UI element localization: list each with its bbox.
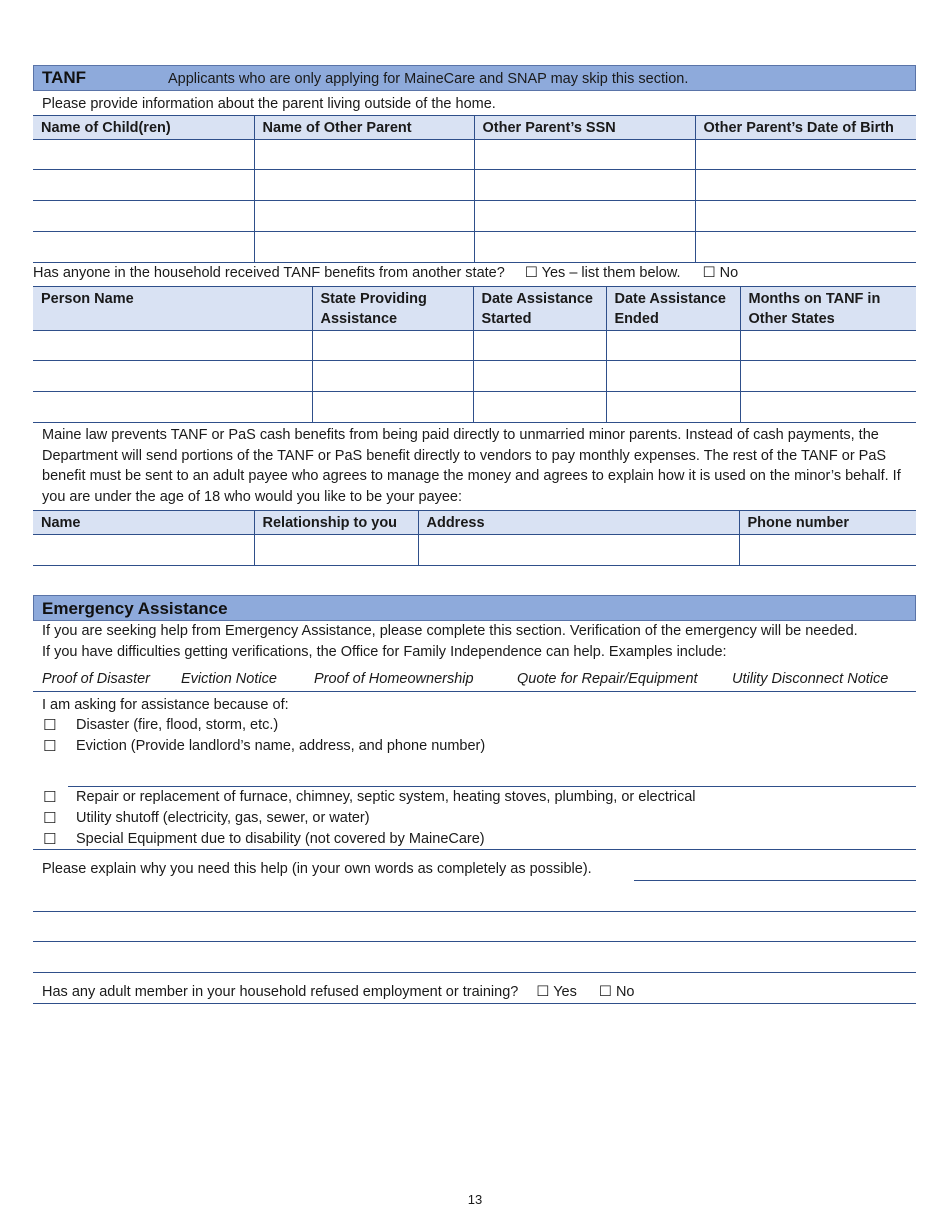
table-cell[interactable] <box>739 535 916 566</box>
table-header-row <box>33 287 916 331</box>
table-cell[interactable] <box>254 170 474 201</box>
table-cell[interactable] <box>254 232 474 263</box>
table-cell[interactable] <box>33 331 312 361</box>
example-eviction-notice: Eviction Notice <box>181 671 277 687</box>
other-state-question-line <box>33 265 738 281</box>
no-label: No <box>719 265 739 281</box>
table-cell[interactable] <box>474 170 695 201</box>
table-cell[interactable] <box>33 170 254 201</box>
option-eviction: Eviction (Provide landlord’s name, address, and phone number) <box>76 738 486 754</box>
table-cell[interactable] <box>254 140 474 170</box>
col-header-date-ended: Date Assistance Ended <box>606 287 740 331</box>
disaster-checkbox[interactable]: ☐ <box>43 717 57 734</box>
table-cell[interactable] <box>695 170 916 201</box>
other-state-question: Has anyone in the household received TANF benefits from another state? <box>33 265 505 281</box>
table-cell[interactable] <box>418 535 739 566</box>
table-cell[interactable] <box>33 535 254 566</box>
payee-table <box>33 510 916 566</box>
option-special-equipment: Special Equipment due to disability (not covered by MaineCare) <box>76 831 485 847</box>
tanf-title: TANF <box>42 68 87 87</box>
refused-yes-label: Yes <box>553 984 577 1000</box>
utility-checkbox[interactable]: ☐ <box>43 810 57 827</box>
option-repair: Repair or replacement of furnace, chimney, septic system, heating stoves, plumbing, or electrical <box>76 789 696 805</box>
table-cell[interactable] <box>33 201 254 232</box>
refused-question: Has any adult member in your household refused employment or training? <box>42 984 519 1000</box>
example-quote-repair: Quote for Repair/Equipment <box>517 671 698 687</box>
explain-line-3[interactable] <box>33 941 916 942</box>
col-header-address: Address <box>418 511 739 535</box>
other-state-table <box>33 286 916 423</box>
table-cell[interactable] <box>740 392 916 423</box>
explain-line-4[interactable] <box>33 972 916 973</box>
explain-line-1[interactable] <box>634 880 916 881</box>
col-header-other-parent-name: Name of Other Parent <box>254 116 474 140</box>
equipment-checkbox[interactable]: ☐ <box>43 831 57 848</box>
table-cell[interactable] <box>33 361 312 392</box>
table-cell[interactable] <box>254 535 418 566</box>
table-cell[interactable] <box>606 331 740 361</box>
tanf-section-header <box>33 65 916 91</box>
col-header-other-parent-dob: Other Parent’s Date of Birth <box>695 116 916 140</box>
table-row <box>33 170 916 201</box>
yes-label: Yes – list them below. <box>541 265 681 281</box>
table-cell[interactable] <box>695 232 916 263</box>
col-header-months: Months on TANF in Other States <box>740 287 916 331</box>
col-header-payee-name: Name <box>33 511 254 535</box>
emergency-intro-line-2: If you have difficulties getting verifications, the Office for Family Independence can help. Examples include: <box>42 644 727 660</box>
table-cell[interactable] <box>474 232 695 263</box>
table-cell[interactable] <box>33 140 254 170</box>
table-cell[interactable] <box>474 140 695 170</box>
col-header-phone: Phone number <box>739 511 916 535</box>
other-parent-table <box>33 115 916 263</box>
tanf-skip-note: Applicants who are only applying for MaineCare and SNAP may skip this section. <box>168 71 689 87</box>
example-utility-disconnect: Utility Disconnect Notice <box>732 671 889 687</box>
yes-checkbox[interactable]: ☐ <box>524 265 538 281</box>
table-row <box>33 331 916 361</box>
table-cell[interactable] <box>312 361 473 392</box>
divider <box>33 691 916 692</box>
refused-employment-line <box>42 984 634 1000</box>
explain-line-2[interactable] <box>33 911 916 912</box>
table-cell[interactable] <box>740 361 916 392</box>
emergency-section-header <box>33 595 916 621</box>
col-header-other-parent-ssn: Other Parent’s SSN <box>474 116 695 140</box>
example-proof-of-disaster: Proof of Disaster <box>42 671 150 687</box>
emergency-title: Emergency Assistance <box>42 599 228 618</box>
table-header-row <box>33 511 916 535</box>
table-cell[interactable] <box>254 201 474 232</box>
table-header-row <box>33 116 916 140</box>
table-row <box>33 201 916 232</box>
table-cell[interactable] <box>473 361 606 392</box>
table-cell[interactable] <box>33 392 312 423</box>
table-cell[interactable] <box>473 331 606 361</box>
refused-yes-checkbox[interactable]: ☐ <box>536 984 550 1000</box>
divider <box>33 849 916 850</box>
repair-checkbox[interactable]: ☐ <box>43 789 57 806</box>
landlord-info-line[interactable] <box>68 786 916 787</box>
divider <box>33 1003 916 1004</box>
table-cell[interactable] <box>473 392 606 423</box>
col-header-relationship: Relationship to you <box>254 511 418 535</box>
example-proof-of-homeownership: Proof of Homeownership <box>314 671 474 687</box>
refused-no-checkbox[interactable]: ☐ <box>598 984 612 1000</box>
table-row <box>33 140 916 170</box>
col-header-date-started: Date Assistance Started <box>473 287 606 331</box>
option-utility-shutoff: Utility shutoff (electricity, gas, sewer, or water) <box>76 810 370 826</box>
table-row <box>33 392 916 423</box>
table-row <box>33 535 916 566</box>
no-checkbox[interactable]: ☐ <box>702 265 716 281</box>
table-cell[interactable] <box>695 201 916 232</box>
table-cell[interactable] <box>312 331 473 361</box>
table-cell[interactable] <box>312 392 473 423</box>
col-header-child-names: Name of Child(ren) <box>33 116 254 140</box>
explain-prompt: Please explain why you need this help (in your own words as completely as possible). <box>42 861 592 877</box>
emergency-intro-line-1: If you are seeking help from Emergency Assistance, please complete this section. Verification of the emergency will be needed. <box>42 623 858 639</box>
table-cell[interactable] <box>606 392 740 423</box>
page-number: 13 <box>467 1192 483 1207</box>
table-row <box>33 232 916 263</box>
eviction-checkbox[interactable]: ☐ <box>43 738 57 755</box>
refused-no-label: No <box>615 984 635 1000</box>
table-cell[interactable] <box>695 140 916 170</box>
asking-label: I am asking for assistance because of: <box>42 697 289 713</box>
table-cell[interactable] <box>474 201 695 232</box>
option-disaster: Disaster (fire, flood, storm, etc.) <box>76 717 279 733</box>
table-row <box>33 361 916 392</box>
col-header-person-name: Person Name <box>33 287 312 331</box>
table-cell[interactable] <box>740 331 916 361</box>
minor-parent-paragraph: Maine law prevents TANF or PaS cash benefits from being paid directly to unmarried minor parents. Instead of cash payments, the Department will send portions of the TANF or PaS benefit directly to vendors to pay monthly expenses. The rest of the TANF or PaS benefit must be sent to an adult payee who agrees to manage the money and agrees to explain how it is used on the minor’s behalf. If you are under the age of 18 who would you like to be your payee: <box>42 427 901 505</box>
table-cell[interactable] <box>606 361 740 392</box>
table-cell[interactable] <box>33 232 254 263</box>
col-header-state: State Providing Assistance <box>312 287 473 331</box>
parent-info-prompt: Please provide information about the parent living outside of the home. <box>42 96 496 112</box>
